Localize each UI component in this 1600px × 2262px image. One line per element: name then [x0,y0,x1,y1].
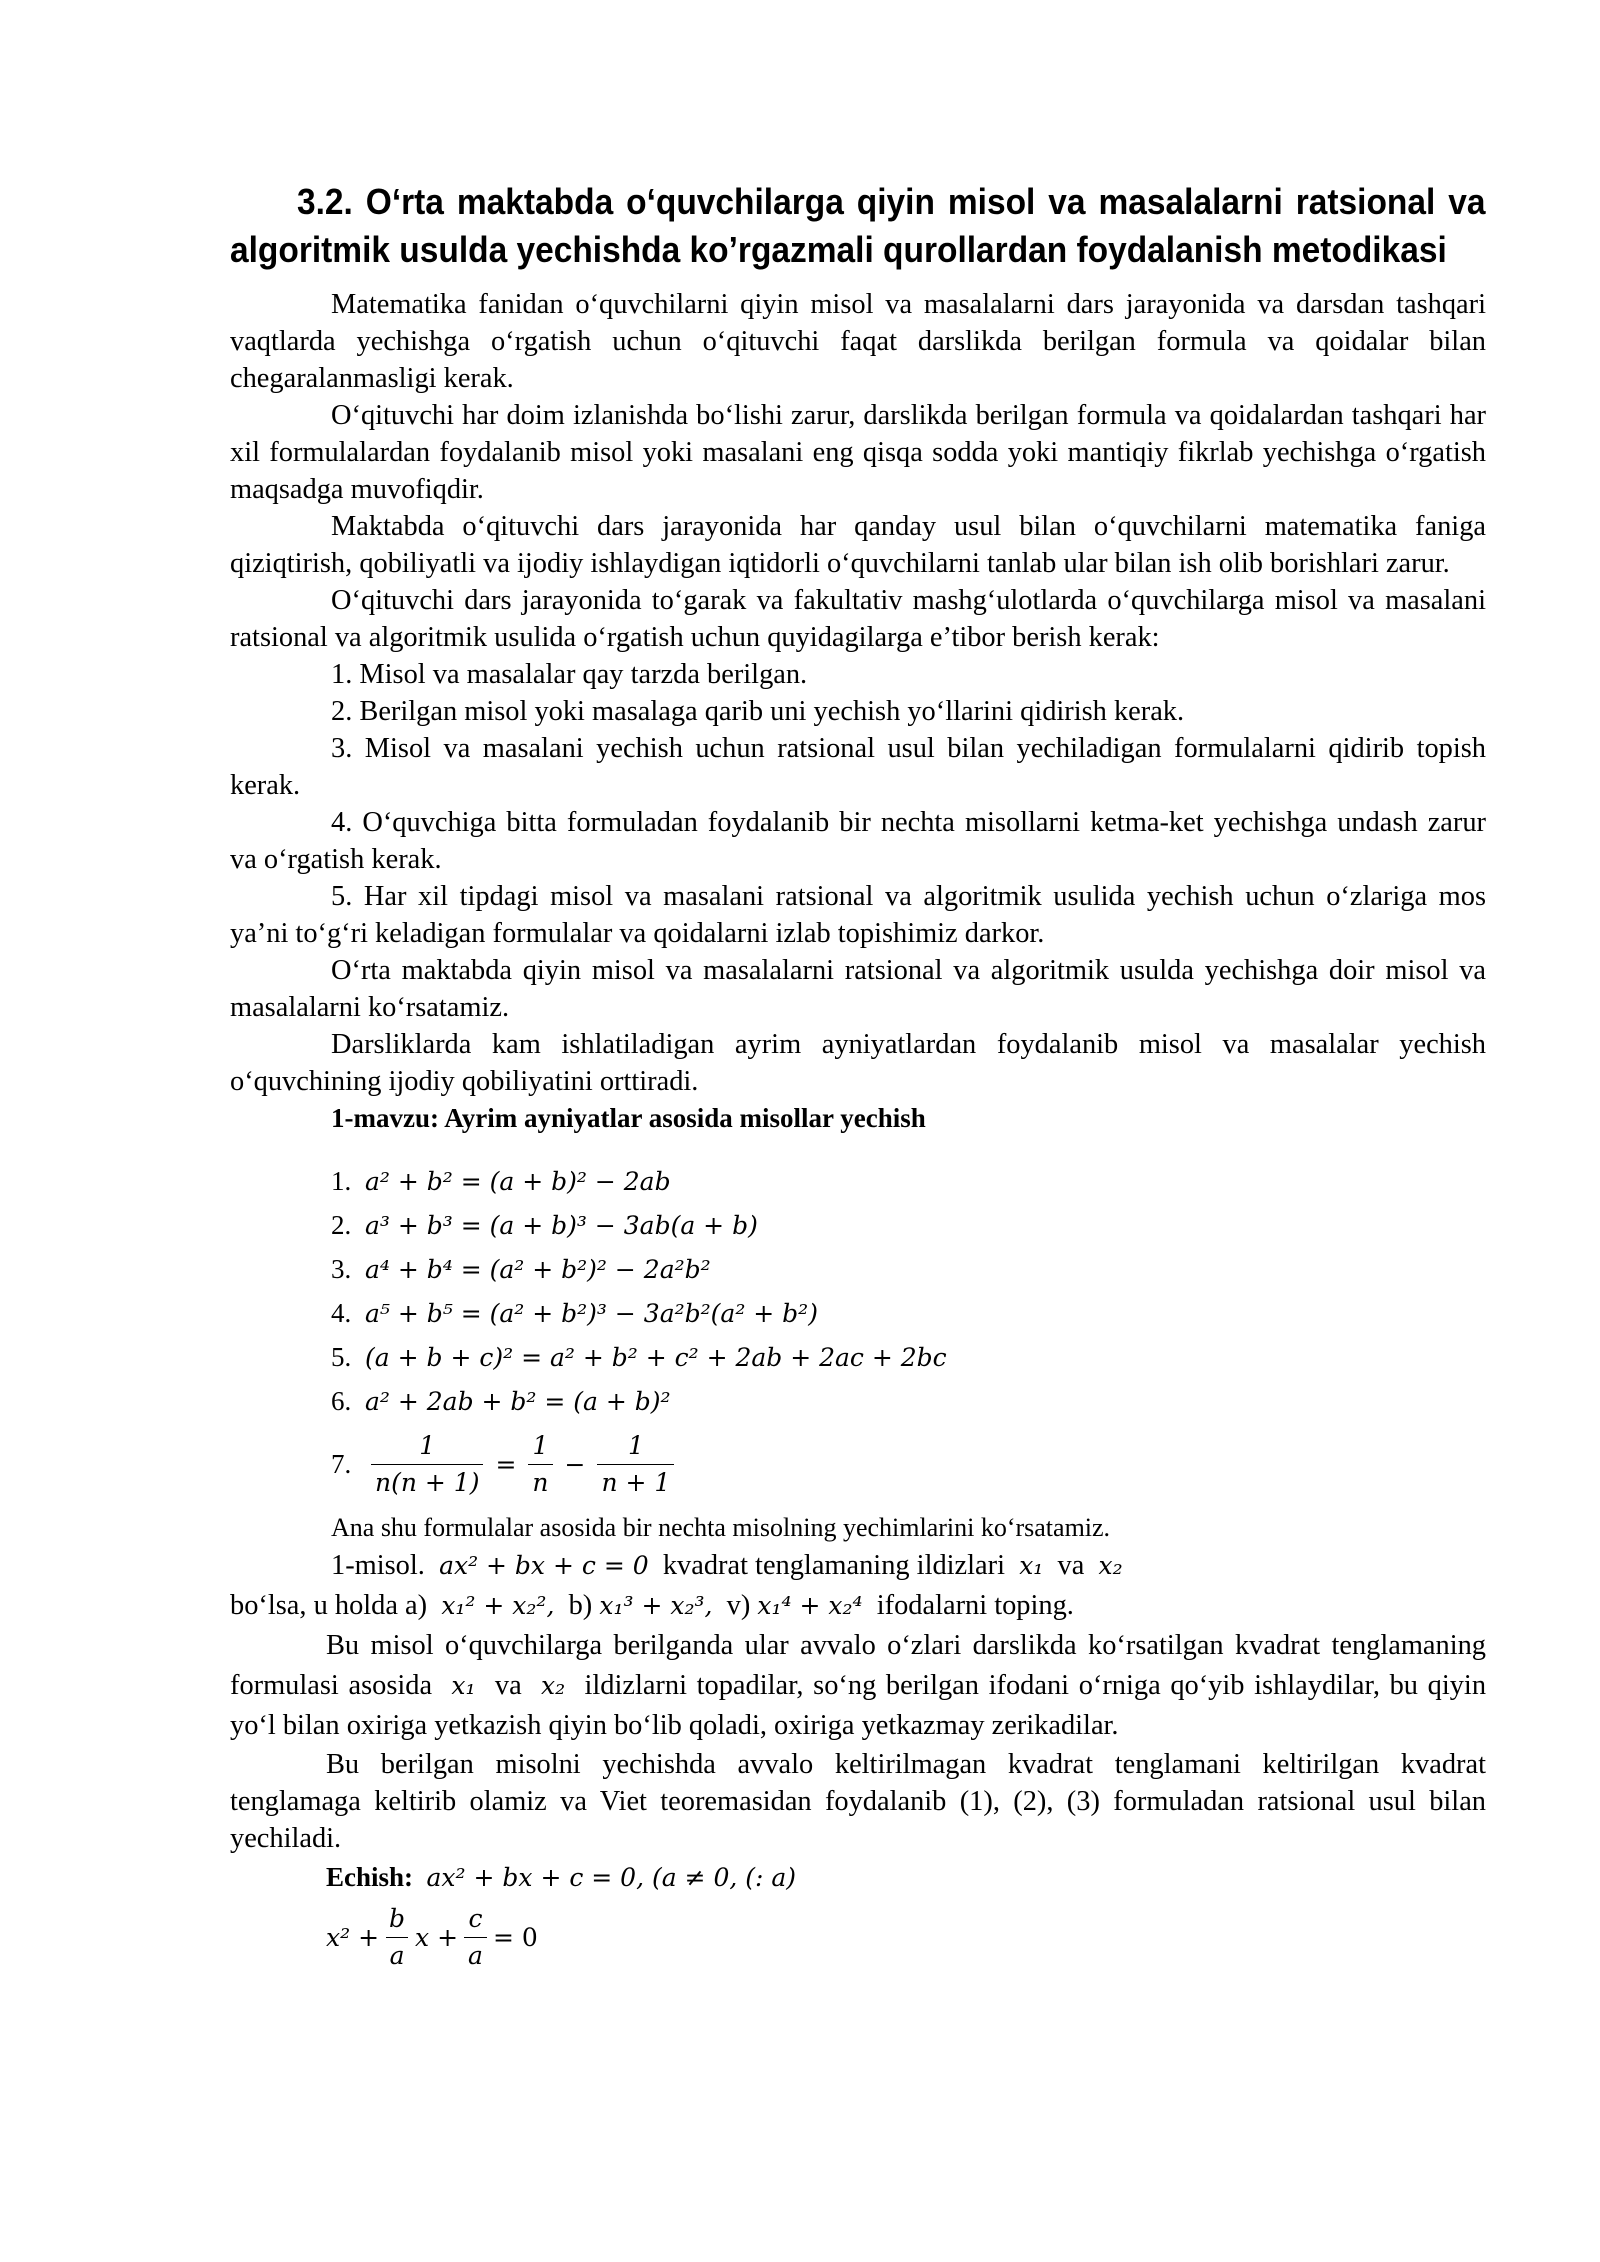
paragraph: Maktabda o‘qituvchi dars jarayonida har qanday usul bilan o‘quvchilarni matematika faniga qiziqtirish, qobiliyatli va ijodiy ishlaydigan iqtidorli o‘quvchilarni tanlab ular bilan ish olib borishlari zarur. [230,511,1486,579]
list-item: 4. O‘quvchiga bitta formuladan foydalanib bir nechta misollarni ketma-ket yechishga undash zarur va o‘rgatish kerak. [230,807,1486,875]
expression-part: = 0 [492,1922,538,1952]
formula: a⁴ + b⁴ = (a² + b²)² − 2a²b² [365,1255,711,1284]
item-label: v) [726,1590,751,1621]
paragraph: O‘rta maktabda qiyin misol va masalalarni ratsional va algoritmik usulda yechishga doir misol va masalalarni ko‘rsatamiz. [230,955,1486,1023]
paragraph: Darsliklarda kam ishlatiladigan ayrim ayniyatlardan foydalanib misol va masalalar yechish o‘quvchining ijodiy qobiliyatini orttiradi. [230,1029,1486,1097]
formula-number: 2. [331,1210,352,1240]
conjunction: va [1057,1550,1085,1581]
paragraph-text: ildizlarni topadilar, so‘ng berilgan ifodani o‘rniga qo‘yib ishlaydilar, bu qiyin yo‘l bilan oxiriga yetkazish qiyin bo‘lib qoladi, oxiriga yetkazmay zerikadilar. [230,1670,1487,1741]
fraction-numerator: 1 [532,1430,549,1460]
expression-part: x + [415,1922,459,1952]
formula-number: 3. [331,1254,352,1284]
paragraph: Bu berilgan misolni yechishda avvalo keltirilmagan kvadrat tenglamani keltirilgan kvadrat tenglamaga keltirib olamiz va Viet teoremasidan foydalanib (1), (2), (3) formuladan ratsional usul bilan yechiladi. [230,1749,1486,1854]
expression-b: x₁³ + x₂³, [599,1591,713,1620]
list-item: 2. Berilgan misol yoki masalaga qarib uni yechish yo‘llarini qidirish kerak. [331,696,1185,727]
page-content [230,178,1486,1976]
formula: a³ + b³ = (a + b)³ − 3ab(a + b) [365,1211,758,1240]
paragraph: O‘qituvchi har doim izlanishda bo‘lishi zarur, darslikda berilgan formula va qoidalardan tashqari har xil formulalardan foydalanib misol yoki masalani eng qisqa sodda yoki mantiqiy fikrlab yechishga o‘rgatish maqsadga muvofiqdir. [230,400,1486,505]
formula: a² + 2ab + b² = (a + b)² [365,1387,671,1416]
root-x1: x₁ [1019,1551,1044,1580]
formula-row [331,1247,1486,1291]
formula-row [331,1203,1486,1247]
formula: a⁵ + b⁵ = (a² + b²)³ − 3a²b²(a² + b²) [365,1299,818,1328]
list-item: 3. Misol va masalani yechish uchun ratsional usul bilan yechiladigan formulalarni qidirib topish kerak. [230,733,1486,801]
formula-row-fraction [331,1423,1486,1505]
fraction [385,1904,409,1971]
formula-list [331,1159,1486,1505]
paragraph: Matematika fanidan o‘quvchilarni qiyin misol va masalalarni dars jarayonida va darsdan tashqari vaqtlarda yechishga o‘rgatish uchun o‘qituvchi faqat darslikda berilgan formula va qoidalar bilan chegaralanmasligi kerak. [230,289,1486,394]
root-x1: x₁ [451,1671,476,1700]
fraction-denominator: a [386,1937,409,1971]
formula-row [331,1291,1486,1335]
fraction-denominator: a [464,1937,487,1971]
formula: (a + b + c)² = a² + b² + c² + 2ab + 2ac + 2bc [365,1343,947,1372]
example-statement-continued [230,1586,1486,1626]
example-label: 1-misol. [331,1550,425,1581]
note-text: Ana shu formulalar asosida bir nechta misolning yechimlarini ko‘rsatamiz. [331,1513,1111,1542]
expression-v: x₁⁴ + x₂⁴ [757,1591,863,1620]
expression-a: x₁² + x₂², [441,1591,555,1620]
fraction-denominator: n [528,1464,552,1498]
expression-part: x² + [326,1922,380,1952]
formula: a² + b² = (a + b)² − 2ab [365,1167,671,1196]
solution-label: Echish: [326,1862,414,1892]
fraction [464,1904,487,1971]
formula-row [331,1379,1486,1423]
root-x2: x₂ [541,1671,566,1700]
fraction-denominator: n(n + 1) [371,1464,483,1498]
fraction-numerator: 1 [627,1430,644,1460]
paragraph [230,1626,1486,1746]
example-text: ifodalarni toping. [876,1590,1074,1621]
solution-fraction-line [326,1898,1486,1976]
list-item: 5. Har xil tipdagi misol va masalani ratsional va algoritmik usulida yechish uchun o‘zlariga mos ya’ni to‘g‘ri keladigan formulalar va qoidalarni izlab topishimiz darkor. [230,881,1486,949]
example-statement [230,1546,1486,1586]
item-label: b) [568,1590,593,1621]
formula-number: 5. [331,1342,352,1372]
formula-number: 6. [331,1386,352,1416]
fraction [528,1431,552,1498]
fraction-numerator: 1 [419,1430,436,1460]
subheading: 1-mavzu: Ayrim ayniyatlar asosida misollar yechish [331,1103,926,1133]
example-text: bo‘lsa, u holda a) [230,1590,428,1621]
example-equation: ax² + bx + c = 0 [439,1551,649,1580]
formula-number: 7. [331,1448,352,1479]
solution-line [326,1857,1486,1898]
fraction-numerator: b [389,1903,406,1933]
formula-number: 4. [331,1298,352,1328]
section-title: 3.2. O‘rta maktabda o‘quvchilarga qiyin misol va masalalarni ratsional va algoritmik usulda yechishda ko’rgazmali qurollardan foydalanish metodikasi [230,181,1486,270]
fraction [597,1431,674,1498]
list-item: 1. Misol va masalalar qay tarzda berilgan. [331,659,808,690]
paragraph-text: Bu misol o‘quvchilarga berilganda ular avvalo o‘zlari darslikda ko‘rsatilgan kvadrat tenglamaning formulasi asosida [230,1630,1486,1701]
solution-equation: ax² + bx + c = 0, (a ≠ 0, (: a) [426,1863,797,1892]
conjunction: va [494,1670,522,1701]
example-text: kvadrat tenglamaning ildizlari [662,1550,1005,1581]
formula-row [331,1159,1486,1203]
formula-row [331,1335,1486,1379]
root-x2: x₂ [1098,1551,1123,1580]
fraction-denominator: n + 1 [597,1464,674,1498]
equals-sign: = [495,1449,517,1479]
fraction [371,1431,483,1498]
formula-number: 1. [331,1166,352,1196]
minus-sign: − [564,1449,586,1479]
fraction-numerator: c [468,1903,483,1933]
paragraph: O‘qituvchi dars jarayonida to‘garak va fakultativ mashg‘ulotlarda o‘quvchilarga misol va masalani ratsional va algoritmik usulida o‘rgatish uchun quyidagilarga e’tibor berish kerak: [230,585,1486,653]
